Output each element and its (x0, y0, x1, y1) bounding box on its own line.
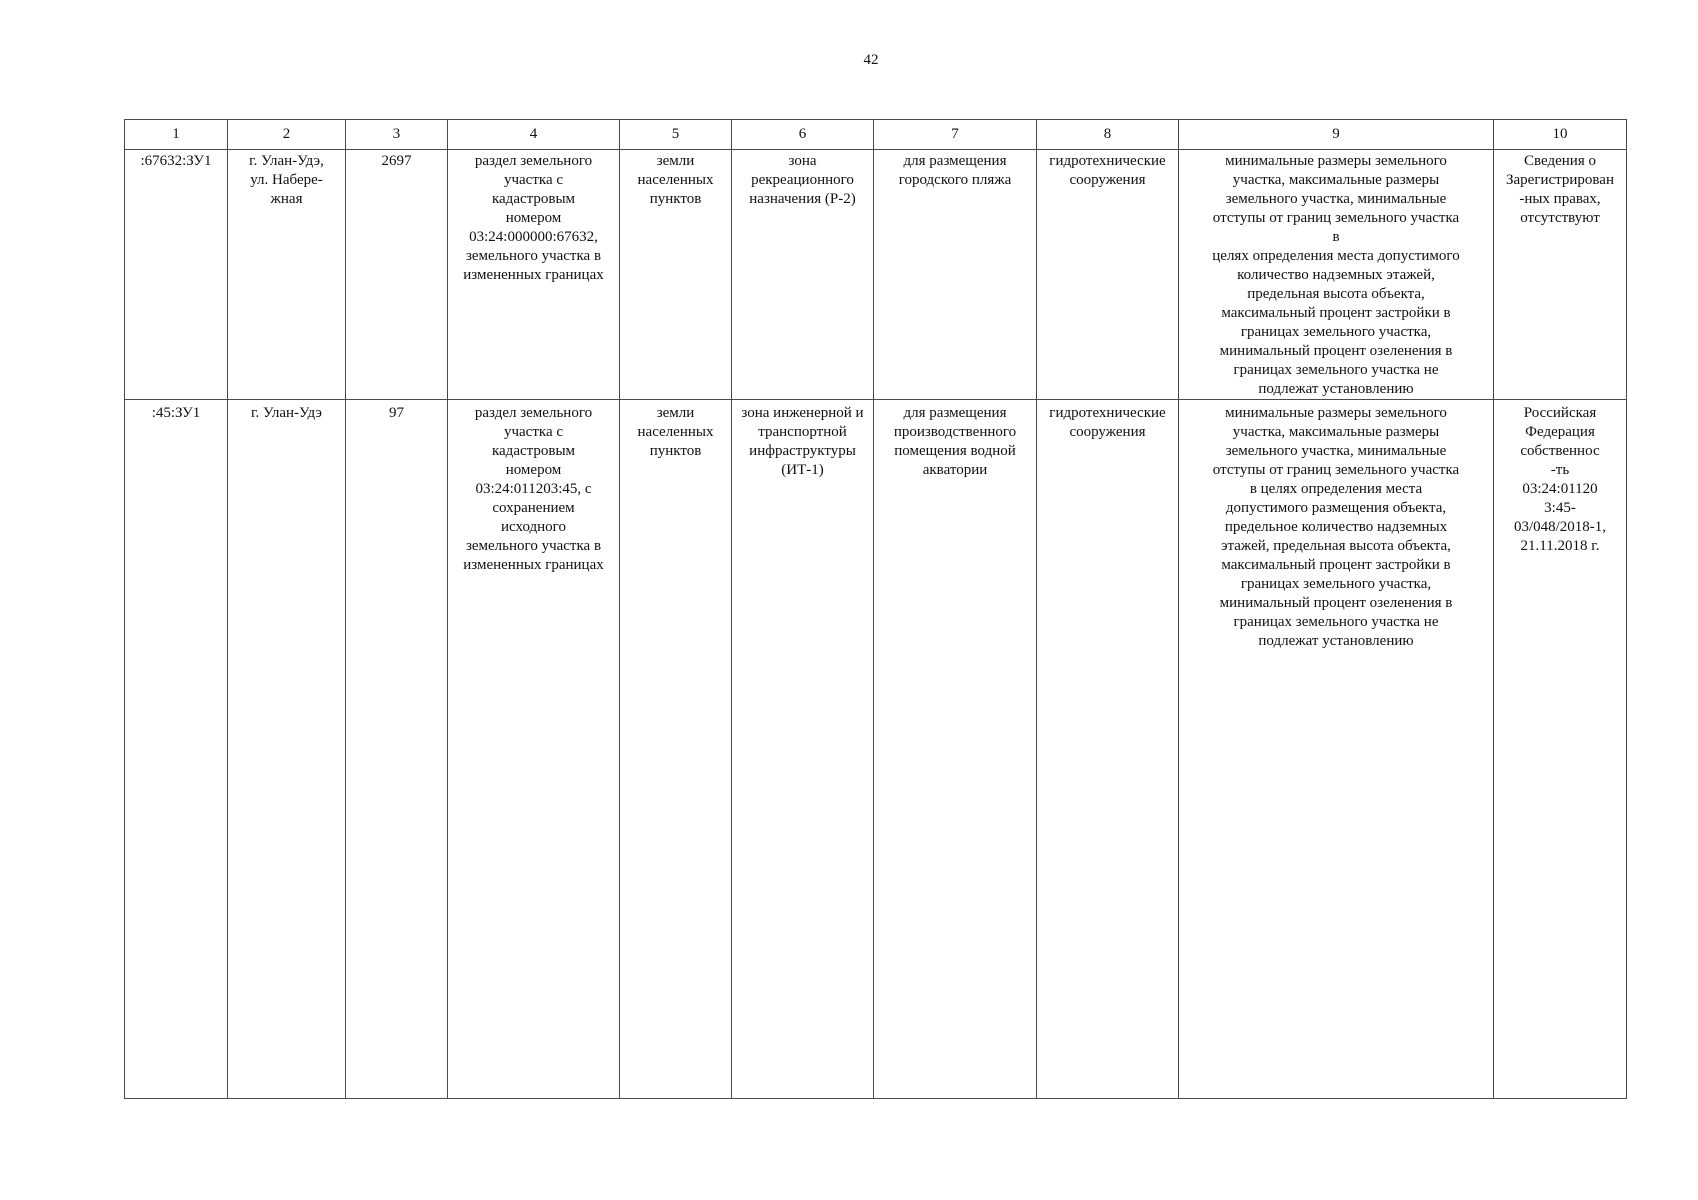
formation-method: раздел земельного участка с кадастровым номером 03:24:000000:67632, земельного участка в измененных границах (463, 153, 604, 283)
structure-type-cell (1037, 150, 1179, 400)
address: г. Улан-Удэ, ул. Набере- жная (249, 153, 324, 207)
parameters-cell (1179, 150, 1494, 400)
formation-method-cell (448, 400, 620, 1099)
plot-designation: :45:ЗУ1 (151, 405, 201, 421)
zone-cell (732, 150, 874, 400)
plot-designation: :67632:ЗУ1 (140, 153, 212, 169)
zone: зона инженерной и транспортной инфраструктуры (ИТ-1) (741, 405, 864, 478)
formation-method: раздел земельного участка с кадастровым номером 03:24:011203:45, с сохранением исходного земельного участка в измененных границах (463, 405, 604, 573)
column-header: 2 (228, 120, 346, 150)
plot-designation-cell (125, 400, 228, 1099)
land-plot-table (124, 119, 1627, 1099)
land-category: земли населенных пунктов (637, 153, 714, 207)
column-header: 9 (1179, 120, 1494, 150)
column-header: 1 (125, 120, 228, 150)
permitted-use-cell (874, 400, 1037, 1099)
address: г. Улан-Удэ (250, 405, 322, 421)
table-row (125, 400, 1627, 1099)
column-header: 4 (448, 120, 620, 150)
permitted-use: для размещения производственного помещения водной акватории (893, 405, 1017, 478)
address-cell (228, 400, 346, 1099)
parameters: минимальные размеры земельного участка, максимальные размеры земельного участка, минимальные отступы от границ земельного участка в целях определения места допустимого размещения объекта, предельное количество надземных этажей, предельная высота объекта, максимальный процент застройки в границах земельного участка, минимальный процент озеленения в границах земельного участка не подлежат установлению (1212, 405, 1460, 649)
structure-type: гидротехнические сооружения (1049, 153, 1166, 188)
area-cell (346, 400, 448, 1099)
structure-type-cell (1037, 400, 1179, 1099)
column-header: 3 (346, 120, 448, 150)
zone: зона рекреационного назначения (Р-2) (749, 153, 856, 207)
column-header: 8 (1037, 120, 1179, 150)
land-category-cell (620, 400, 732, 1099)
page-number: 42 (863, 52, 879, 68)
rights-cell (1494, 150, 1627, 400)
area: 2697 (381, 153, 412, 169)
table-row (125, 150, 1627, 400)
parameters-cell (1179, 400, 1494, 1099)
formation-method-cell (448, 150, 620, 400)
area: 97 (389, 405, 404, 421)
column-header: 10 (1494, 120, 1627, 150)
permitted-use-cell (874, 150, 1037, 400)
plot-designation-cell (125, 150, 228, 400)
zone-cell (732, 400, 874, 1099)
parameters: минимальные размеры земельного участка, максимальные размеры земельного участка, минимальные отступы от границ земельного участка в целях определения места допустимого количество надземных этажей, предельная высота объекта, максимальный процент застройки в границах земельного участка, минимальный процент озеленения в границах земельного участка не подлежат установлению (1212, 153, 1460, 397)
column-header: 7 (874, 120, 1037, 150)
area-cell (346, 150, 448, 400)
rights: Российская Федерация собственнос -ть 03:24:01120 3:45- 03/048/2018-1, 21.11.2018 г. (1513, 405, 1607, 554)
column-header: 6 (732, 120, 874, 150)
land-category-cell (620, 150, 732, 400)
permitted-use: для размещения городского пляжа (898, 153, 1012, 188)
structure-type: гидротехнические сооружения (1049, 405, 1166, 440)
address-cell (228, 150, 346, 400)
table-header-row (125, 120, 1627, 150)
land-category: земли населенных пунктов (637, 405, 714, 459)
rights-cell (1494, 400, 1627, 1099)
rights: Сведения о Зарегистрирован -ных правах, отсутствуют (1505, 153, 1614, 226)
column-header: 5 (620, 120, 732, 150)
